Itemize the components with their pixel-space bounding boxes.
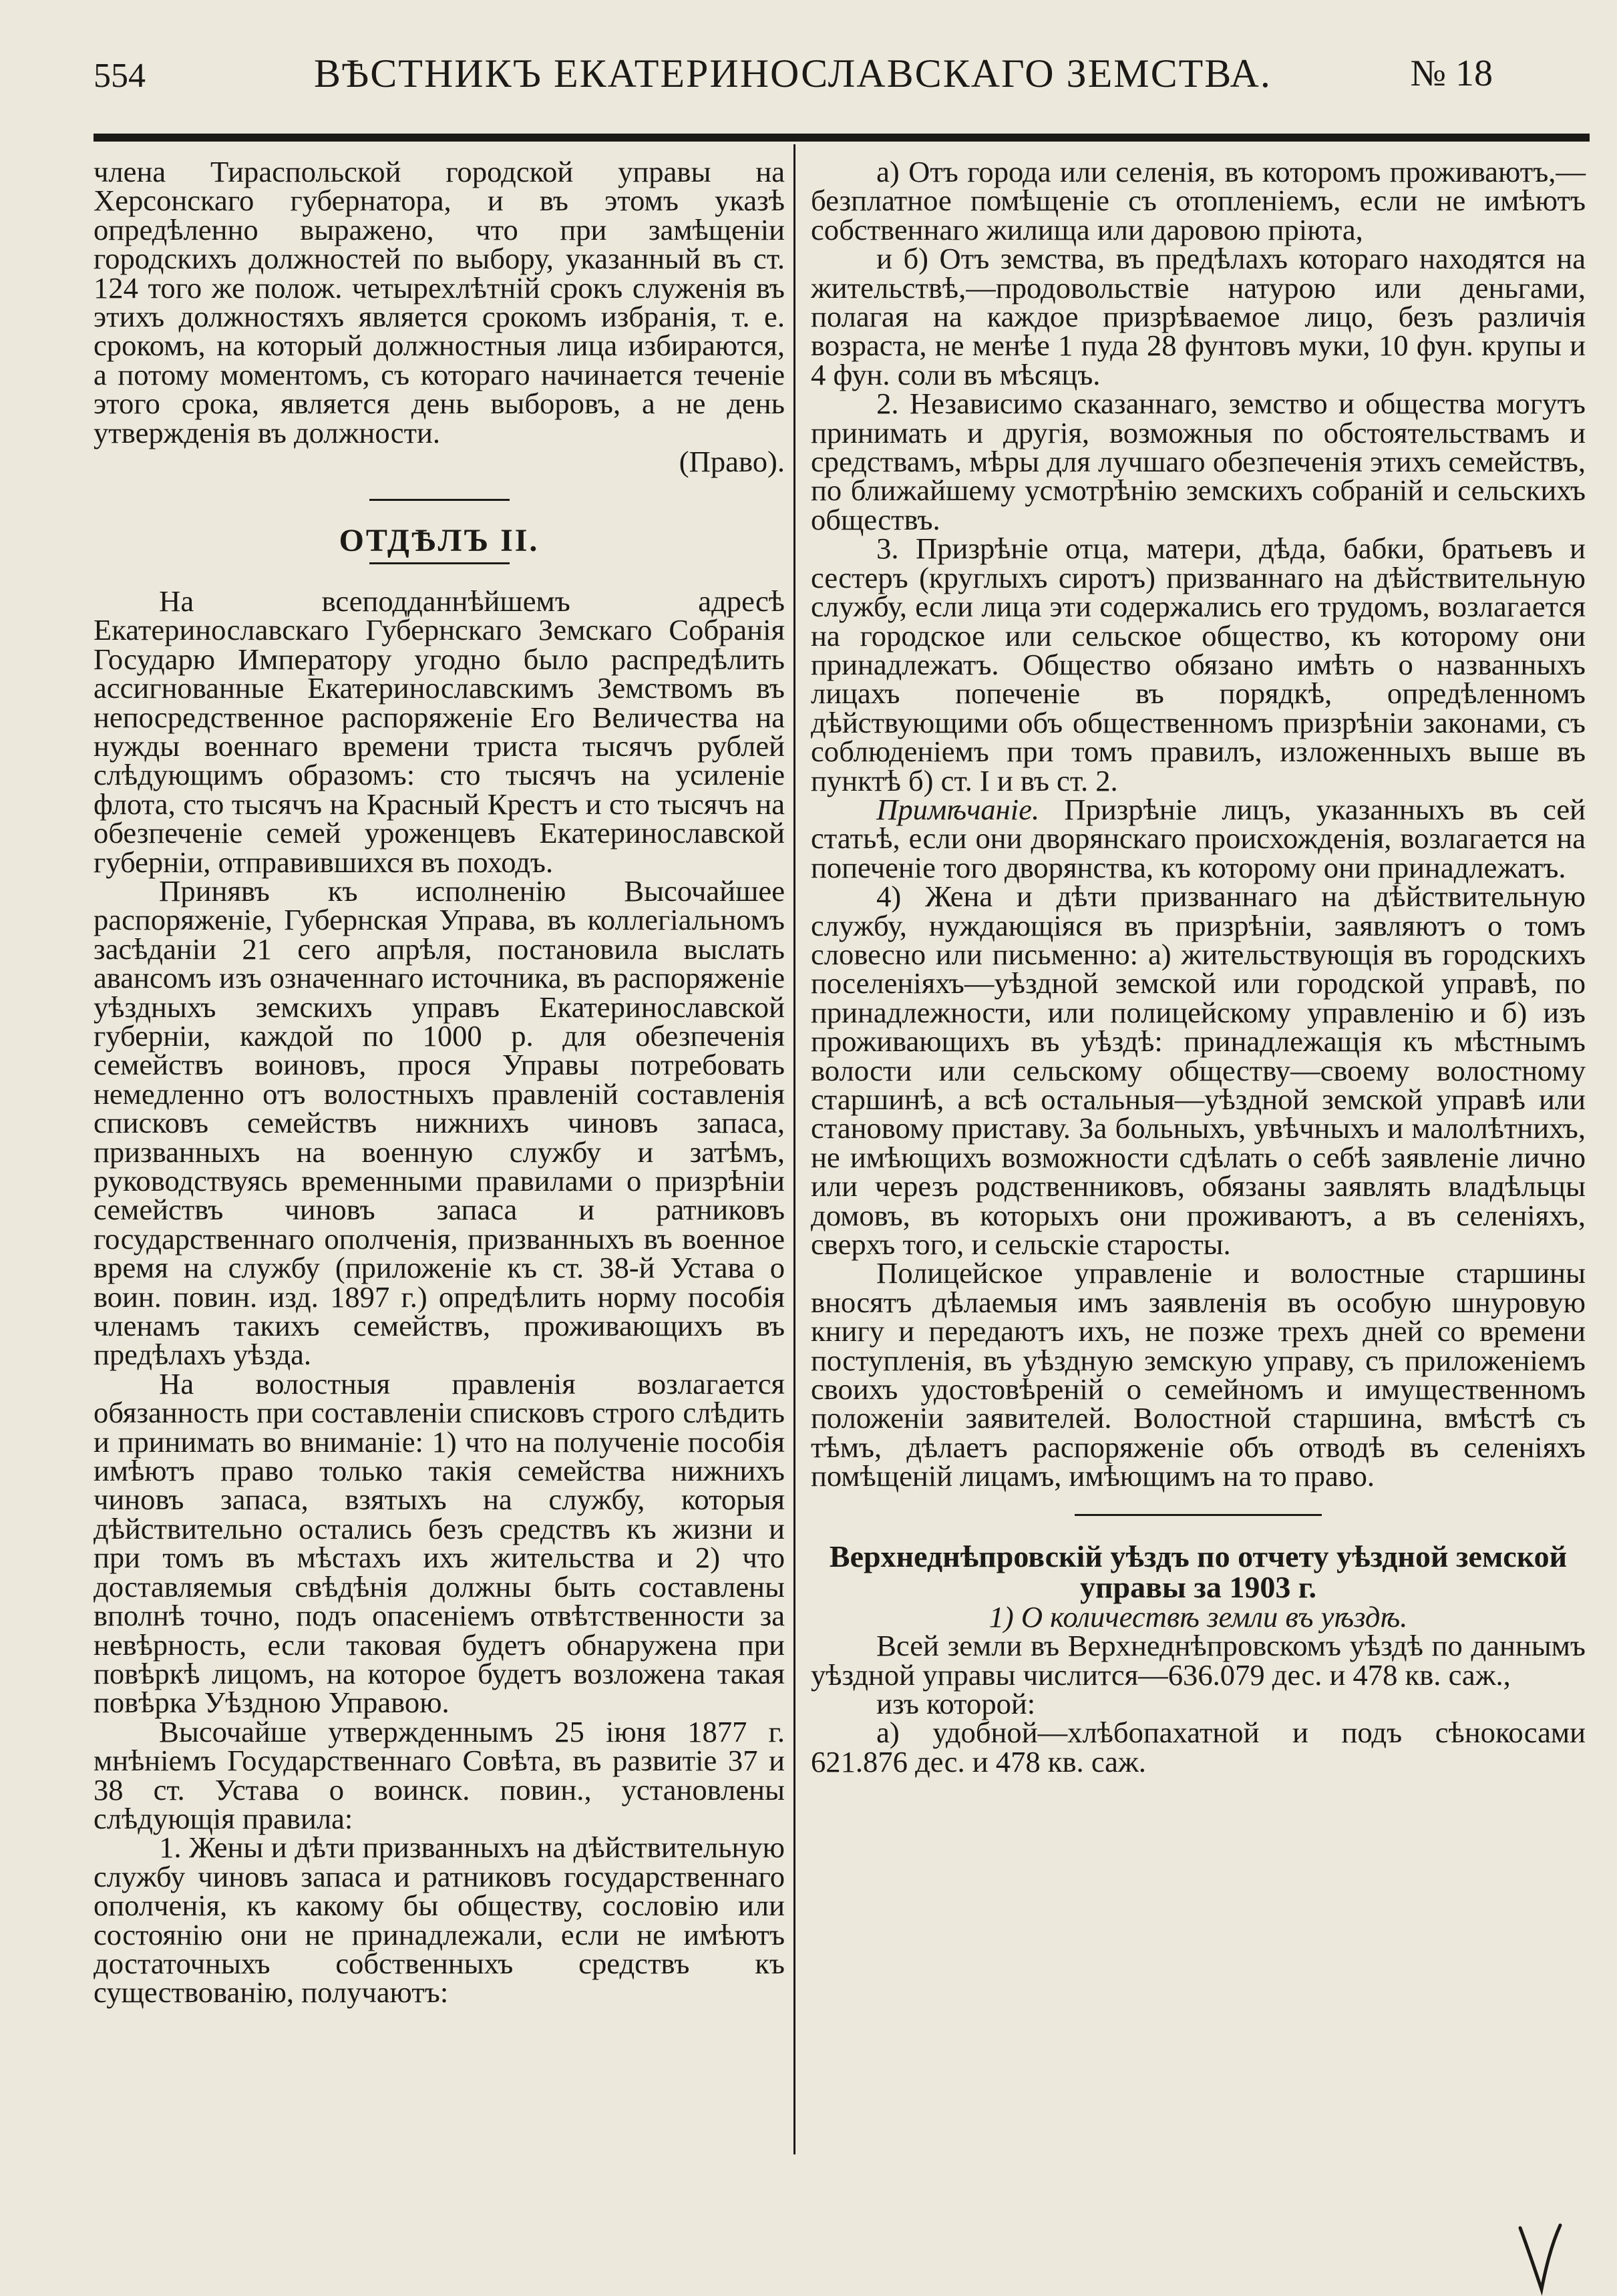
section-title: ОТДѢЛЪ II. <box>339 523 540 559</box>
page-number: 554 <box>94 57 146 95</box>
separator-rule <box>369 499 510 501</box>
paragraph: 3. Призрѣнiе отца, матери, дѣда, бабки, братьевъ и сестеръ (круглыхъ сиротъ) призваннаго на дѣйствительную службу, если лица эти содержались его трудомъ, возлагается на городское или сельское общество, къ которому они принадлежатъ. Общество обязано имѣть о названныхъ лицахъ попеченiе въ порядкѣ, опредѣленномъ дѣйствующими объ общественномъ призрѣнiи законами, съ соблюденiемъ при томъ правилъ, изложенныхъ выше въ пунктѣ б) ст. I и въ ст. 2. <box>811 532 1586 797</box>
note-paragraph <box>811 792 1586 884</box>
section-underline <box>369 562 510 564</box>
paragraph: 1. Жены и дѣти призванныхъ на дѣйствительную службу чиновъ запаса и ратниковъ государственнаго ополченiя, къ какому бы обществу, сословiю или состоянiю они не принадлежали, если не имѣютъ достаточныхъ собственныхъ средствъ къ существованiю, получаютъ: <box>94 1831 785 2010</box>
article-heading: Верхнеднѣпровскiй уѣздъ по отчету уѣздной земской управы за 1903 г. <box>829 1539 1568 1604</box>
right-column <box>811 155 1586 1778</box>
header-rule <box>94 134 1590 142</box>
issue-number: № 18 <box>1410 53 1493 94</box>
left-column <box>94 155 785 2010</box>
paragraph: Полицейское управленiе и волостные старшины вносятъ дѣлаемыя имъ заявленiя въ особую шнуровую книгу и передаютъ ихъ, не позже трехъ дней со времени поступленiя, въ уѣздную земскую управу, съ приложенiемъ своихъ удостовѣренiй о семейномъ и имущественномъ положенiи заявителей. Волостной старшина, вмѣстѣ съ тѣмъ, дѣлаетъ распоряженiе объ отводѣ въ селенiяхъ помѣщенiй лицамъ, имѣющимъ на то право. <box>811 1256 1586 1493</box>
paragraph: и б) Отъ земства, въ предѣлахъ котораго находятся на жительствѣ,—продовольствiе натурою или деньгами, полагая на каждое призрѣваемое лицо, безъ различiя возраста, не менѣе 1 пуда 28 фунтовъ муки, 10 фун. крупы и 4 фун. соли въ мѣсяцъ. <box>811 242 1586 391</box>
continued-paragraph: члена Тираспольской городской управы на Херсонскаго губернатора, и въ этомъ указѣ опредѣленно выражено, что при замѣщенiи городскихъ должностей по выбору, указанный въ ст. 124 того же полож. четырехлѣтнiй срокъ служенiя въ этихъ должностяхъ является срокомъ избранiя, т. е. срокомъ, на который должностныя лица избираются, а потому моментомъ, съ котораго начинается теченiе этого срока, является день выборовъ, а не день утвержденiя въ должности. <box>94 155 785 449</box>
paragraph: Всей земли въ Верхнеднѣпровскомъ уѣздѣ по даннымъ уѣздной управы числится—636.079 дес. и 478 кв. саж., <box>811 1629 1586 1692</box>
paragraph: Принявъ къ исполненiю Высочайшее распоряженiе, Губернская Управа, въ коллегiальномъ засѣданiи 21 сего апрѣля, постановила выслать авансомъ изъ означеннаго источника, въ распоряженiе уѣздныхъ земскихъ управъ Екатеринославской губернiи, каждой по 1000 р. для обезпеченiя семействъ воиновъ, прося Управы потребовать немедленно отъ волостныхъ правленiй составленiя списковъ семействъ нижнихъ чиновъ запаса, призванныхъ на военную службу и затѣмъ, руководствуясь временными правилами о призрѣнiи семействъ чиновъ запаса и ратниковъ государственнаго ополченiя, призванныхъ въ военное время на службу (приложенiе къ ст. 38-й Устава о воин. повин. изд. 1897 г.) опредѣлить норму пособiя членамъ такихъ семействъ, проживающихъ въ предѣлахъ уѣзда. <box>94 874 785 1372</box>
separator-rule <box>1075 1514 1322 1516</box>
article-subheading: 1) О количествѣ земли въ уѣздѣ. <box>989 1599 1408 1634</box>
paragraph: а) удобной—хлѣбопахатной и подъ сѣнокосами 621.876 дес. и 478 кв. саж. <box>811 1716 1586 1778</box>
running-header <box>94 41 1499 102</box>
note-label: Примѣчанiе. <box>876 792 1040 826</box>
column-divider <box>793 144 795 2154</box>
paragraph: На всеподданнѣйшемъ адресѣ Екатеринославскаго Губернскаго Земскаго Собранiя Государю Императору угодно было распредѣлить ассигнованные Екатеринославскимъ Земствомъ въ непосредственное распоряженiе Его Величества на нужды военнаго времени триста тысячъ рублей слѣдующимъ образомъ: сто тысячъ на усиленiе флота, сто тысячъ на Красный Крестъ и сто тысячъ на обезпеченiе семей уроженцевъ Екатеринославской губернiи, отправившихся въ походъ. <box>94 584 785 879</box>
paragraph: На волостныя правленiя возлагается обязанность при составленiи списковъ строго слѣдить и принимать во вниманiе: 1) что на полученiе пособiя имѣютъ право только такiя семейства нижнихъ чиновъ запаса, взятыхъ на службу, которыя дѣйствительно остались безъ средствъ къ жизни и при томъ въ мѣстахъ ихъ жительства и 2) что доставляемыя свѣдѣнiя должны быть составлены вполнѣ точно, подъ опасенiемъ отвѣтственности за невѣрность, если таковая будетъ обнаружена при повѣркѣ лицомъ, на которое будетъ возложена такая повѣрка Уѣздною Управою. <box>94 1366 785 1720</box>
paragraph: изъ которой: <box>876 1686 1036 1720</box>
source-attribution: (Право). <box>679 445 785 479</box>
journal-title: ВѢСТНИКЪ ЕКАТЕРИНОСЛАВСКАГО ЗЕМСТВА. <box>314 51 1272 95</box>
paragraph: 4) Жена и дѣти призваннаго на дѣйствительную службу, нуждающiяся въ призрѣнiи, заявляютъ о томъ словесно или письменно: а) жительствующiя въ городскихъ поселенiяхъ—уѣздной земской или городской управѣ, по принадлежности, или полицейскому управленiю и б) изъ проживающихъ въ уѣздѣ: принадлежащiя къ мѣстнымъ волости или сельскому обществу—своему волостному старшинѣ, а всѣ остальныя—уѣздной земской управѣ или становому приставу. За больныхъ, увѣчныхъ и малолѣтнихъ, не имѣющихъ возможности сдѣлать о себѣ заявленiе лично или черезъ родственниковъ, обязаны заявлять владѣльцы домовъ, въ которыхъ они проживаютъ, а въ селенiяхъ, сверхъ того, и сельскiе старосты. <box>811 880 1586 1262</box>
handwritten-check-mark <box>1516 2223 1563 2296</box>
paragraph: Высочайше утвержденнымъ 25 iюня 1877 г. мнѣнiемъ Государственнаго Совѣта, въ развитiе 37 и 38 ст. Устава о воинск. повин., установлены слѣдующiя правила: <box>94 1714 785 1835</box>
note-text: Призрѣнiе лицъ, указанныхъ въ сей статьѣ, если они дворянскаго происхожденiя, возлагается на попеченiе того дворянства, къ которому они принадлежатъ. <box>811 792 1586 884</box>
paragraph: а) Отъ города или селенiя, въ которомъ проживаютъ,—безплатное помѣщенiе съ отопленiемъ, если не имѣютъ собственнаго жилища или даровою прiюта, <box>811 155 1586 246</box>
paragraph: 2. Независимо сказаннаго, земство и общества могутъ принимать и другiя, возможныя по обстоятельствамъ и средствамъ, мѣры для лучшаго обезпеченiя этихъ семействъ, по ближайшему усмотрѣнiю земскихъ собранiй и сельскихъ обществъ. <box>811 387 1586 536</box>
